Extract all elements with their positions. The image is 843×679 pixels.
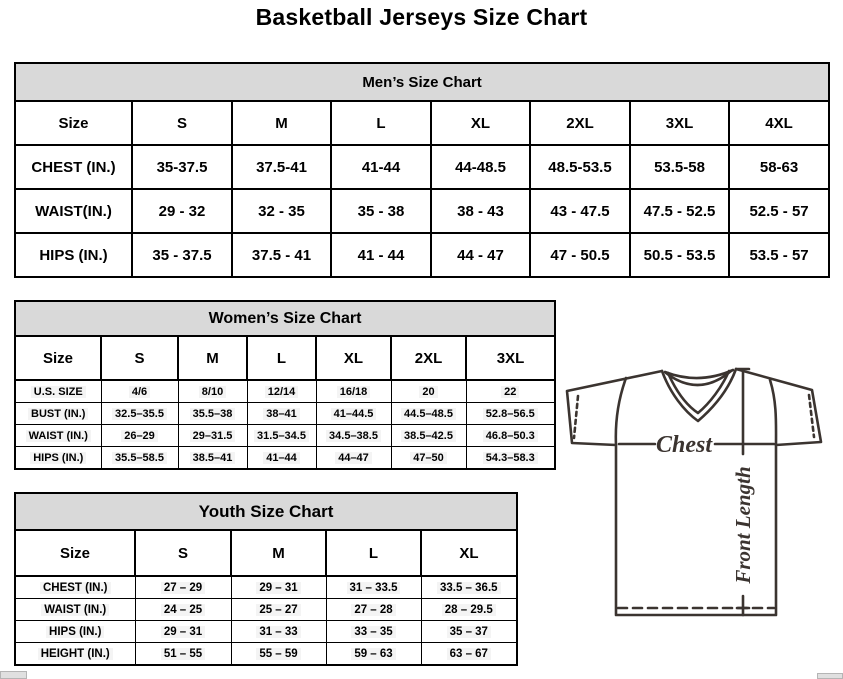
jersey-outline <box>567 369 821 615</box>
size-value-cell: 22 <box>466 380 555 403</box>
mens-size-chart-table <box>14 62 828 278</box>
size-column-header: XL <box>431 101 530 145</box>
row-label: WAIST (IN.) <box>15 425 101 447</box>
size-value-cell: 34.5–38.5 <box>316 425 391 447</box>
size-value-cell: 43 - 47.5 <box>530 189 630 233</box>
size-value-cell: 35.5–38 <box>178 403 247 425</box>
size-table <box>14 492 518 666</box>
row-label: CHEST (IN.) <box>15 576 135 599</box>
size-column-header: S <box>135 530 231 576</box>
size-value-cell: 37.5 - 41 <box>232 233 331 277</box>
size-column-header: S <box>101 336 178 380</box>
size-label-header: Size <box>15 530 135 576</box>
row-label: HIPS (IN.) <box>15 233 132 277</box>
size-value-cell: 12/14 <box>247 380 316 403</box>
size-value-cell: 54.3–58.3 <box>466 447 555 470</box>
size-value-cell: 27 – 29 <box>135 576 231 599</box>
table-title: Men’s Size Chart <box>15 63 829 101</box>
measurement-row <box>15 621 517 643</box>
size-value-cell: 4/6 <box>101 380 178 403</box>
measurement-row <box>15 380 555 403</box>
row-label: WAIST(IN.) <box>15 189 132 233</box>
size-value-cell: 35.5–58.5 <box>101 447 178 470</box>
size-value-cell: 41–44.5 <box>316 403 391 425</box>
measurement-row <box>15 145 829 189</box>
measurement-row <box>15 447 555 470</box>
size-column-header: XL <box>316 336 391 380</box>
size-column-header: 2XL <box>391 336 466 380</box>
size-value-cell: 28 – 29.5 <box>421 599 517 621</box>
size-value-cell: 29 - 32 <box>132 189 232 233</box>
size-value-cell: 35 – 37 <box>421 621 517 643</box>
size-value-cell: 26–29 <box>101 425 178 447</box>
jersey-left-armhole-seam <box>616 378 626 445</box>
size-value-cell: 27 – 28 <box>326 599 421 621</box>
row-label: CHEST (IN.) <box>15 145 132 189</box>
measurement-row <box>15 599 517 621</box>
size-value-cell: 32 - 35 <box>232 189 331 233</box>
size-column-header: M <box>232 101 331 145</box>
size-value-cell: 41–44 <box>247 447 316 470</box>
jersey-measurement-diagram <box>563 358 841 624</box>
size-value-cell: 52.8–56.5 <box>466 403 555 425</box>
size-value-cell: 29–31.5 <box>178 425 247 447</box>
size-column-header: XL <box>421 530 517 576</box>
youth-size-chart-table <box>14 492 516 666</box>
size-table <box>14 300 556 470</box>
chest-measure-label: Chest <box>655 432 713 458</box>
size-column-header: S <box>132 101 232 145</box>
size-value-cell: 47 - 50.5 <box>530 233 630 277</box>
row-label: BUST (IN.) <box>15 403 101 425</box>
size-value-cell: 33 – 35 <box>326 621 421 643</box>
size-value-cell: 31 – 33.5 <box>326 576 421 599</box>
measurement-row <box>15 233 829 277</box>
size-value-cell: 38–41 <box>247 403 316 425</box>
size-value-cell: 31 – 33 <box>231 621 326 643</box>
size-value-cell: 24 – 25 <box>135 599 231 621</box>
size-value-cell: 37.5-41 <box>232 145 331 189</box>
size-value-cell: 50.5 - 53.5 <box>630 233 729 277</box>
size-value-cell: 16/18 <box>316 380 391 403</box>
size-value-cell: 31.5–34.5 <box>247 425 316 447</box>
size-value-cell: 63 – 67 <box>421 643 517 666</box>
size-value-cell: 53.5-58 <box>630 145 729 189</box>
size-label-header: Size <box>15 336 101 380</box>
size-value-cell: 41-44 <box>331 145 431 189</box>
size-value-cell: 55 – 59 <box>231 643 326 666</box>
row-label: U.S. SIZE <box>15 380 101 403</box>
womens-size-chart-table <box>14 300 554 470</box>
size-value-cell: 51 – 55 <box>135 643 231 666</box>
size-value-cell: 33.5 – 36.5 <box>421 576 517 599</box>
row-label: HIPS (IN.) <box>15 447 101 470</box>
page-title: Basketball Jerseys Size Chart <box>255 4 588 30</box>
size-value-cell: 32.5–35.5 <box>101 403 178 425</box>
size-value-cell: 44–47 <box>316 447 391 470</box>
size-value-cell: 20 <box>391 380 466 403</box>
size-value-cell: 29 – 31 <box>231 576 326 599</box>
size-value-cell: 38.5–42.5 <box>391 425 466 447</box>
front-length-measure-label: Front Length <box>731 466 755 584</box>
measurement-row <box>15 189 829 233</box>
row-label: HEIGHT (IN.) <box>15 643 135 666</box>
size-value-cell: 29 – 31 <box>135 621 231 643</box>
horizontal-scrollbar-left-fragment[interactable] <box>0 671 27 679</box>
size-value-cell: 46.8–50.3 <box>466 425 555 447</box>
size-value-cell: 44-48.5 <box>431 145 530 189</box>
size-column-header: L <box>326 530 421 576</box>
size-value-cell: 53.5 - 57 <box>729 233 829 277</box>
size-value-cell: 52.5 - 57 <box>729 189 829 233</box>
size-label-header: Size <box>15 101 132 145</box>
size-value-cell: 38.5–41 <box>178 447 247 470</box>
measurement-row <box>15 425 555 447</box>
horizontal-scrollbar-right-fragment[interactable] <box>817 673 843 679</box>
size-table <box>14 62 830 278</box>
size-value-cell: 38 - 43 <box>431 189 530 233</box>
size-column-header: L <box>331 101 431 145</box>
size-column-header: 3XL <box>466 336 555 380</box>
size-value-cell: 41 - 44 <box>331 233 431 277</box>
size-value-cell: 25 – 27 <box>231 599 326 621</box>
size-column-header: 4XL <box>729 101 829 145</box>
table-title: Women’s Size Chart <box>15 301 555 336</box>
jersey-left-cuff-stitch <box>574 396 578 438</box>
size-value-cell: 47.5 - 52.5 <box>630 189 729 233</box>
table-title: Youth Size Chart <box>15 493 517 530</box>
size-column-header: 2XL <box>530 101 630 145</box>
row-label: HIPS (IN.) <box>15 621 135 643</box>
size-value-cell: 8/10 <box>178 380 247 403</box>
size-value-cell: 35-37.5 <box>132 145 232 189</box>
size-value-cell: 44.5–48.5 <box>391 403 466 425</box>
measurement-row <box>15 403 555 425</box>
jersey-right-armhole-seam <box>770 380 776 445</box>
row-label: WAIST (IN.) <box>15 599 135 621</box>
measurement-row <box>15 643 517 666</box>
measurement-row <box>15 576 517 599</box>
size-value-cell: 58-63 <box>729 145 829 189</box>
size-value-cell: 48.5-53.5 <box>530 145 630 189</box>
size-value-cell: 35 - 37.5 <box>132 233 232 277</box>
size-value-cell: 47–50 <box>391 447 466 470</box>
size-value-cell: 35 - 38 <box>331 189 431 233</box>
size-column-header: 3XL <box>630 101 729 145</box>
size-column-header: L <box>247 336 316 380</box>
size-value-cell: 59 – 63 <box>326 643 421 666</box>
size-column-header: M <box>178 336 247 380</box>
size-value-cell: 44 - 47 <box>431 233 530 277</box>
size-column-header: M <box>231 530 326 576</box>
